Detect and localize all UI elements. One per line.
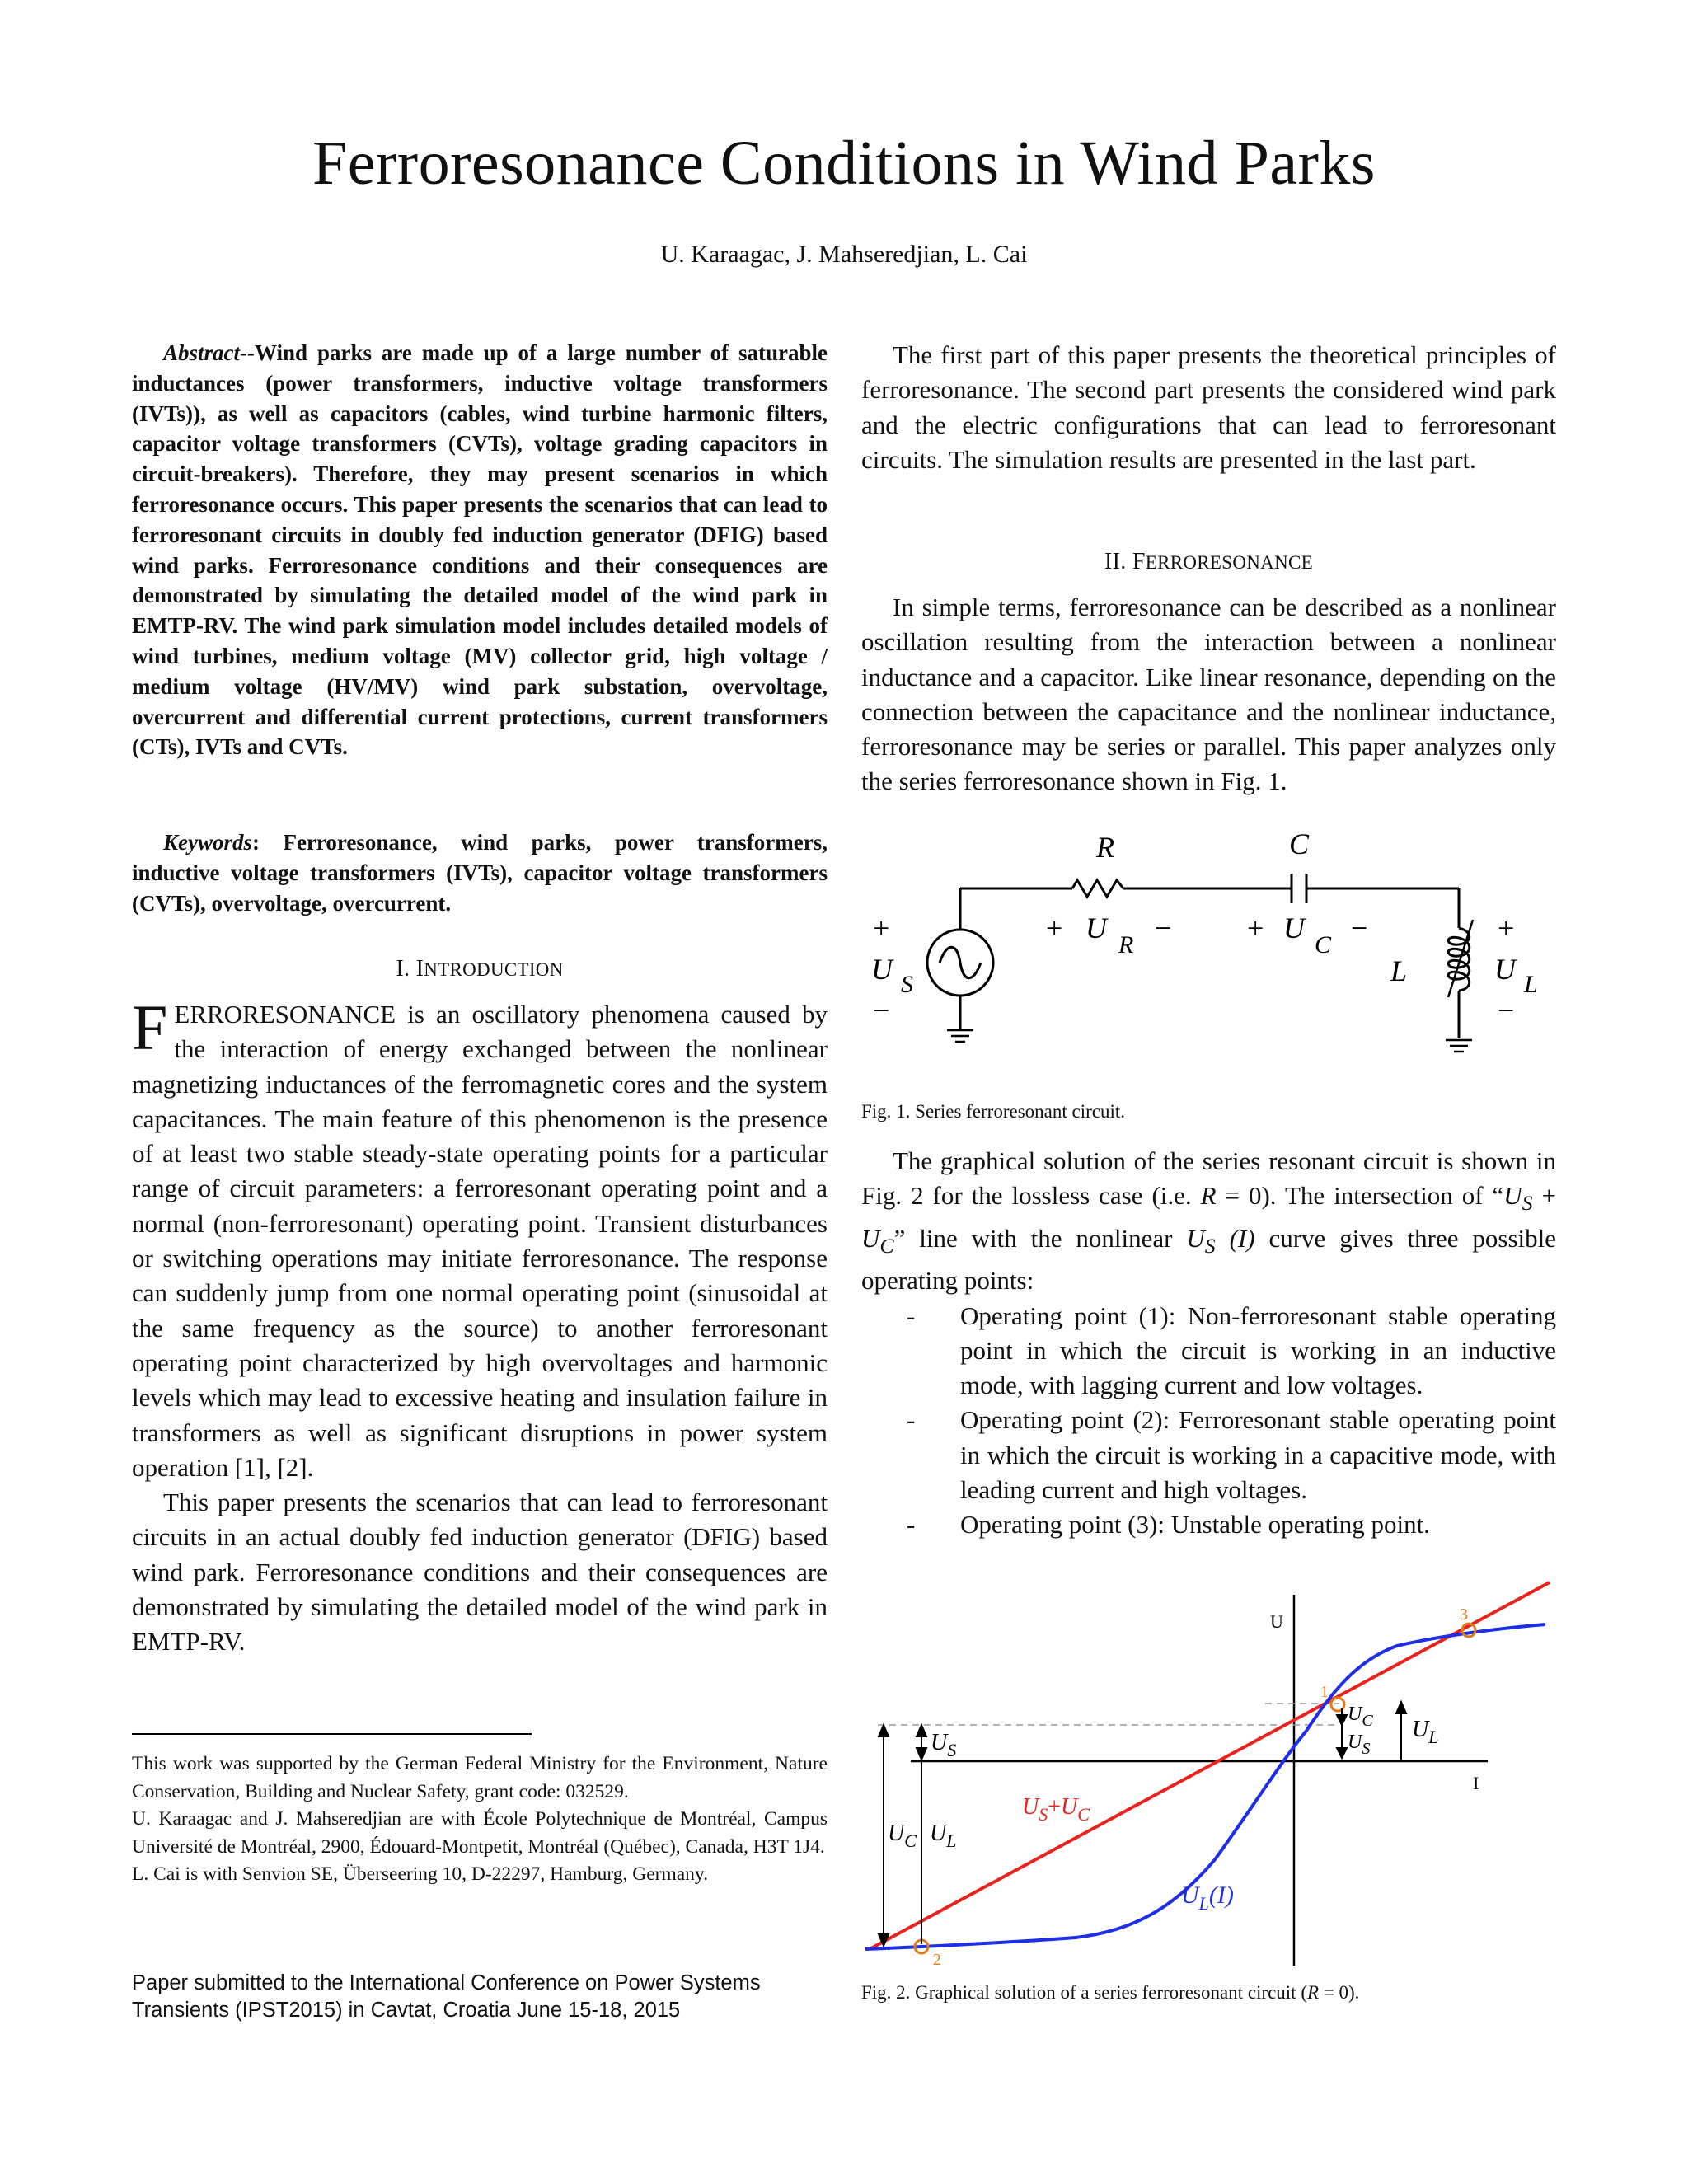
svg-text:UC: $U_C$ — [1348, 1704, 1373, 1730]
dropcap: F — [132, 991, 168, 1063]
svg-text:R: R — [1118, 931, 1134, 958]
intro-paragraph-3-block — [861, 338, 1556, 477]
introduction-body — [132, 991, 828, 1660]
svg-text:L: L — [1524, 971, 1538, 998]
paper-authors: U. Karaagac, J. Mahseredjian, L. Cai — [660, 241, 1028, 268]
list-item: - Operating point (2): Ferroresonant stable operating point in which the circuit is working in a capacitive mode, with leading current and high voltages. — [907, 1405, 1556, 1505]
svg-text:−: − — [1498, 994, 1515, 1027]
intro-paragraph-1: FERRORESONANCE is an oscillatory phenomena caused by the interaction of energy exchanged between the nonlinear magnetizing inductances of the ferromagnetic cores and the system capacitances. The main feature of this phenomenon is the presence of at least two stable steady-state operating points for a particular range of circuit parameters: a ferroresonant operating point and a normal (non-ferroresonant) operating point. Transient disturbances or switching operations may initiate ferroresonance. The response can suddenly jump from one normal operating point (sinusoidal at the same frequency as the source) to another ferroresonant operating point characterized by high overvoltages and harmonic levels which may lead to excessive heating and insulation failure in transformers as well as significant disruptions in power system operation [1], [2]. — [132, 991, 828, 1482]
svg-text:+: + — [873, 912, 890, 944]
label-R: R — [1096, 831, 1114, 864]
resistor-symbol — [1072, 880, 1123, 897]
keywords-label: Keywords — [163, 830, 252, 855]
keywords — [132, 827, 828, 918]
figure-2-caption: Fig. 2. Graphical solution of a series ferroresonant circuit (R = 0). — [861, 1982, 1360, 2003]
svg-text:+: + — [1247, 912, 1264, 944]
svg-text:+: + — [1498, 912, 1515, 944]
figure-1-caption: Fig. 1. Series ferroresonant circuit. — [861, 1101, 1125, 1122]
svg-text:U: U — [1085, 912, 1107, 944]
svg-text:UL: $U_L$ — [930, 1821, 957, 1851]
paper-title: Ferroresonance Conditions in Wind Parks — [312, 129, 1376, 198]
label-C: C — [1288, 827, 1310, 860]
svg-text:US: $U_S$ — [931, 1730, 957, 1760]
abstract — [132, 338, 828, 762]
section-heading-introduction: I. INTRODUCTION — [396, 956, 564, 982]
footnote-funding: This work was supported by the German Federal Ministry for the Environment, Nature Conservation, Building and Nuclear Safety, grant code: 032529. — [132, 1753, 828, 1802]
svg-text:C: C — [1315, 931, 1332, 958]
ferroresonance-body — [861, 590, 1556, 799]
svg-text:−: − — [1155, 912, 1172, 944]
ferroresonance-body-2 — [861, 1144, 1556, 1543]
sine-wave-icon — [940, 947, 981, 978]
figure-2-graph — [861, 1578, 1556, 1970]
section-heading-ferroresonance: II. FERRORESONANCE — [1104, 549, 1313, 574]
intro-paragraph-3: The first part of this paper presents the theoretical principles of ferroresonance. The second part presents the considered wind park and the electric configurations that can lead to ferroresonant circuits. The simulation results are presented in the last part. — [861, 340, 1556, 474]
svg-text:U: U — [1494, 953, 1516, 986]
svg-text:UL: $U_L$ — [1412, 1717, 1439, 1747]
i-axis-label: I — [1473, 1773, 1479, 1793]
u-axis-label: U — [1270, 1611, 1283, 1632]
abstract-text: Wind parks are made up of a large number of saturable inductances (power transformers, inductive voltage transformers (IVTs)), as well as capacitors (cables, wind turbine harmonic filters, capacitor voltage transformers (CVTs), voltage grading capacitors in circuit-breakers). Therefore, they may present scenarios in which ferroresonance occurs. This paper presents the scenarios that can lead to ferroresonant circuits in doubly fed induction generator (DFIG) based wind parks. Ferroresonance conditions and their consequences are demonstrated by simulating the detailed model of the wind park in EMTP-RV. The wind park simulation model includes detailed models of wind turbines, medium voltage (MV) collector grid, high voltage / medium voltage (HV/MV) wind park substation, overvoltage, overcurrent and differential current protections, current transformers (CTs), IVTs and CVTs. — [132, 340, 828, 760]
svg-text:2: 2 — [933, 1951, 941, 1966]
svg-text:US: $U_S$ — [1348, 1732, 1371, 1758]
keywords-text: : Ferroresonance, wind parks, power transformers, inductive voltage transformers (IVTs), capacitor voltage transformers (CVTs), overvoltage, overcurrent. — [132, 830, 828, 916]
svg-text:−: − — [1351, 912, 1368, 944]
svg-text:+: + — [1046, 912, 1063, 944]
footnotes — [132, 1750, 828, 1889]
svg-text:1: 1 — [1320, 1683, 1329, 1701]
svg-text:L: L — [1390, 954, 1408, 987]
svg-text:UC: $U_C$ — [888, 1821, 917, 1851]
operating-points-list — [861, 1299, 1556, 1543]
svg-text:S: S — [901, 971, 913, 998]
list-item: - Operating point (3): Unstable operating point. — [907, 1510, 1430, 1540]
svg-text:−: − — [873, 994, 890, 1027]
ul-curve-label: $U_L(I)$ — [1181, 1882, 1234, 1914]
list-item: - Operating point (1): Non-ferroresonant stable operating point in which the circuit is working in an inductive mode, with lagging current and low voltages. — [907, 1301, 1556, 1400]
us-plus-uc-label: $U_S+U_C$ — [1022, 1794, 1090, 1825]
footnote-rule — [132, 1733, 532, 1735]
svg-text:U: U — [1283, 912, 1305, 944]
figure-1-circuit — [861, 823, 1556, 1090]
ferro-paragraph-1: In simple terms, ferroresonance can be described as a nonlinear oscillation resulting from the interaction between a nonlinear inductance and a capacitor. Like linear resonance, depending on the connection between the capacitance and the nonlinear inductance, ferroresonance may be series or parallel. This paper analyzes only the series ferroresonance shown in Fig. 1. — [861, 593, 1556, 796]
ferro-paragraph-2: The graphical solution of the series resonant circuit is shown in Fig. 2 for the lossless case (i.e. R = 0). The intersection of “$U_S + U_C$” line with the nonlinear $U_S$ (I) curve gives three possible operating points: — [861, 1146, 1557, 1296]
submission-note: Paper submitted to the International Conference on Power Systems Transients (IPST2015) in Cavtat, Croatia June 15-18, 2015 — [132, 1971, 761, 2022]
abstract-label: Abstract-- — [163, 340, 255, 365]
svg-text:U: U — [871, 953, 893, 986]
footnote-affiliation-1: U. Karaagac and J. Mahseredjian are with École Polytechnique de Montréal, Campus Université de Montréal, 2900, Édouard-Montpetit, Montréal (Québec), Canada, H3T 1J4. — [132, 1808, 828, 1858]
svg-text:3: 3 — [1460, 1605, 1468, 1624]
intro-paragraph-2: This paper presents the scenarios that can lead to ferroresonant circuits in an actual doubly fed induction generator (DFIG) based wind park. Ferroresonance conditions and their consequences are demonstrated by simulating the detailed model of the wind park in EMTP-RV. — [132, 1488, 828, 1657]
footnote-affiliation-2: L. Cai is with Senvion SE, Überseering 10, D-22297, Hamburg, Germany. — [132, 1863, 709, 1885]
